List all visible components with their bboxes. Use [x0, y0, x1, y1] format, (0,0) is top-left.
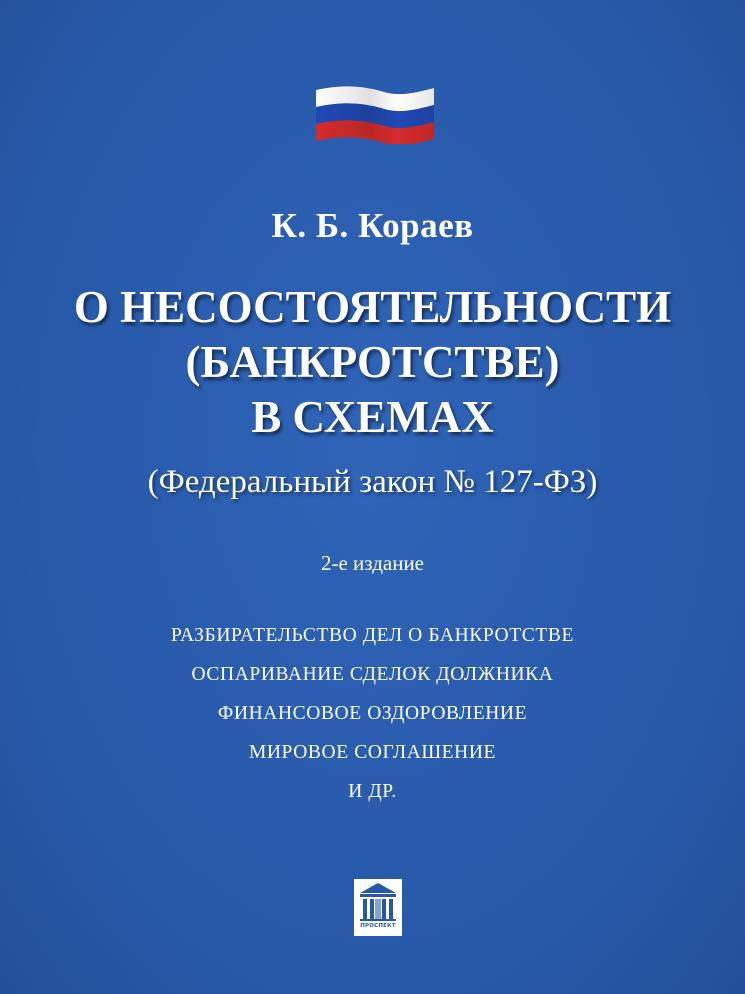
topic-item: ОСПАРИВАНИЕ СДЕЛОК ДОЛЖНИКА [191, 664, 554, 685]
topics-list [0, 624, 745, 819]
title-line: О НЕСОСТОЯТЕЛЬНОСТИ [73, 282, 672, 332]
topic-item: ФИНАНСОВОЕ ОЗДОРОВЛЕНИЕ [217, 703, 528, 724]
author-name: К. Б. Кораев [271, 206, 474, 245]
publisher-logo-text: ПРОСПЕКТ [360, 923, 396, 929]
book-title [0, 280, 745, 445]
title-line: (БАНКРОТСТВЕ) [185, 337, 560, 387]
russian-flag-icon [314, 84, 436, 144]
book-subtitle: (Федеральный закон № 127-ФЗ) [147, 464, 598, 500]
title-line: В СХЕМАХ [251, 392, 494, 442]
edition-label: 2-е издание [320, 551, 425, 575]
topic-item: РАЗБИРАТЕЛЬСТВО ДЕЛ О БАНКРОТСТВЕ [171, 625, 574, 646]
prospekt-logo-icon [354, 879, 402, 936]
topic-item: И ДР. [348, 781, 397, 802]
topic-item: МИРОВОЕ СОГЛАШЕНИЕ [248, 742, 497, 763]
